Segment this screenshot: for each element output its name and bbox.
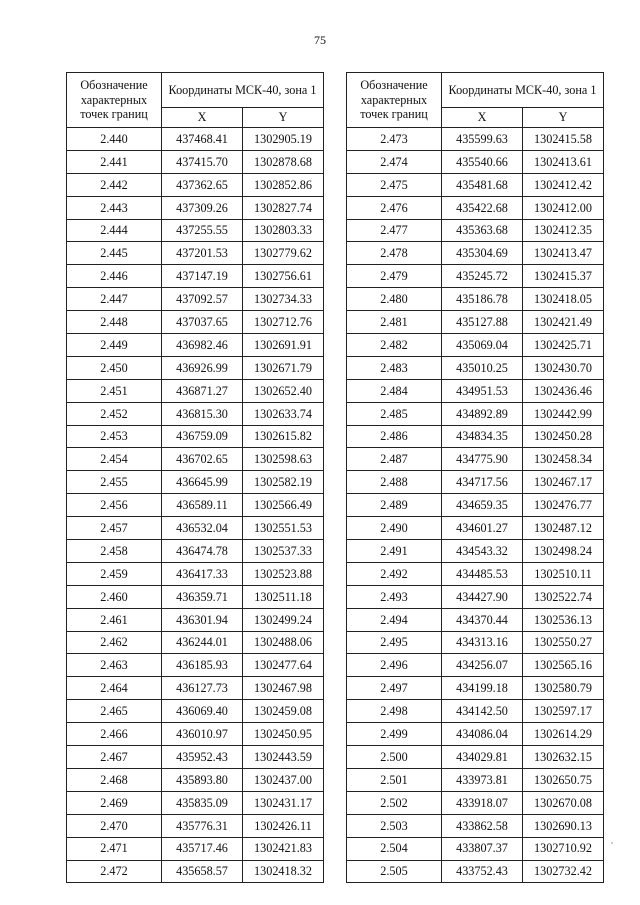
table-row xyxy=(347,288,604,311)
point-id-cell: 2.504 xyxy=(347,837,442,860)
point-id-cell: 2.503 xyxy=(347,814,442,837)
x-coordinate-cell: 436301.94 xyxy=(162,608,243,631)
point-id-cell: 2.442 xyxy=(67,173,162,196)
table-row xyxy=(347,631,604,654)
x-coordinate-cell: 434717.56 xyxy=(442,471,523,494)
table-row xyxy=(67,334,324,357)
x-coordinate-cell: 435835.09 xyxy=(162,791,243,814)
y-coordinate-cell: 1302413.61 xyxy=(523,150,604,173)
x-coordinate-cell: 435481.68 xyxy=(442,173,523,196)
x-coordinate-cell: 436244.01 xyxy=(162,631,243,654)
y-coordinate-cell: 1302418.05 xyxy=(523,288,604,311)
y-coordinate-cell: 1302582.19 xyxy=(243,471,324,494)
y-coordinate-cell: 1302511.18 xyxy=(243,585,324,608)
y-coordinate-cell: 1302431.17 xyxy=(243,791,324,814)
y-coordinate-cell: 1302467.98 xyxy=(243,677,324,700)
point-id-cell: 2.450 xyxy=(67,356,162,379)
point-id-cell: 2.461 xyxy=(67,608,162,631)
x-coordinate-cell: 437468.41 xyxy=(162,128,243,151)
y-coordinate-cell: 1302827.74 xyxy=(243,196,324,219)
x-coordinate-cell: 434659.35 xyxy=(442,494,523,517)
y-coordinate-cell: 1302614.29 xyxy=(523,723,604,746)
y-coordinate-cell: 1302415.37 xyxy=(523,265,604,288)
y-coordinate-cell: 1302421.49 xyxy=(523,311,604,334)
y-column-header: Y xyxy=(523,108,604,128)
y-coordinate-cell: 1302450.28 xyxy=(523,425,604,448)
point-id-cell: 2.487 xyxy=(347,448,442,471)
table-row xyxy=(347,677,604,700)
y-coordinate-cell: 1302450.95 xyxy=(243,723,324,746)
table-row xyxy=(347,219,604,242)
point-id-cell: 2.462 xyxy=(67,631,162,654)
point-id-cell: 2.463 xyxy=(67,654,162,677)
point-id-cell: 2.454 xyxy=(67,448,162,471)
y-coordinate-cell: 1302615.82 xyxy=(243,425,324,448)
table-row xyxy=(347,723,604,746)
x-coordinate-cell: 434370.44 xyxy=(442,608,523,631)
x-coordinate-cell: 436645.99 xyxy=(162,471,243,494)
y-coordinate-cell: 1302436.46 xyxy=(523,379,604,402)
y-coordinate-cell: 1302458.34 xyxy=(523,448,604,471)
x-coordinate-cell: 434199.18 xyxy=(442,677,523,700)
x-coordinate-cell: 434427.90 xyxy=(442,585,523,608)
x-coordinate-cell: 434485.53 xyxy=(442,562,523,585)
table-row xyxy=(67,448,324,471)
point-id-cell: 2.482 xyxy=(347,334,442,357)
x-coordinate-cell: 434601.27 xyxy=(442,517,523,540)
point-id-cell: 2.496 xyxy=(347,654,442,677)
table-row xyxy=(347,242,604,265)
table-row xyxy=(67,631,324,654)
point-id-cell: 2.489 xyxy=(347,494,442,517)
table-row xyxy=(67,288,324,311)
point-id-cell: 2.470 xyxy=(67,814,162,837)
y-coordinate-cell: 1302691.91 xyxy=(243,334,324,357)
coord-system-header: Координаты МСК-40, зона 1 xyxy=(442,73,604,108)
y-coordinate-cell: 1302459.08 xyxy=(243,700,324,723)
y-coordinate-cell: 1302488.06 xyxy=(243,631,324,654)
x-coordinate-cell: 434892.89 xyxy=(442,402,523,425)
table-row xyxy=(347,517,604,540)
y-coordinate-cell: 1302425.71 xyxy=(523,334,604,357)
y-coordinate-cell: 1302710.92 xyxy=(523,837,604,860)
x-coordinate-cell: 436589.11 xyxy=(162,494,243,517)
y-coordinate-cell: 1302499.24 xyxy=(243,608,324,631)
point-id-cell: 2.460 xyxy=(67,585,162,608)
y-coordinate-cell: 1302756.61 xyxy=(243,265,324,288)
point-id-cell: 2.457 xyxy=(67,517,162,540)
x-coordinate-cell: 433973.81 xyxy=(442,768,523,791)
point-id-cell: 2.440 xyxy=(67,128,162,151)
table-row xyxy=(347,494,604,517)
y-coordinate-cell: 1302536.13 xyxy=(523,608,604,631)
x-coordinate-cell: 434086.04 xyxy=(442,723,523,746)
x-coordinate-cell: 433862.58 xyxy=(442,814,523,837)
y-coordinate-cell: 1302712.76 xyxy=(243,311,324,334)
point-id-cell: 2.469 xyxy=(67,791,162,814)
point-id-cell: 2.455 xyxy=(67,471,162,494)
table-row xyxy=(67,128,324,151)
point-id-cell: 2.451 xyxy=(67,379,162,402)
point-id-cell: 2.452 xyxy=(67,402,162,425)
x-coordinate-cell: 437362.65 xyxy=(162,173,243,196)
y-coordinate-cell: 1302498.24 xyxy=(523,540,604,563)
coordinates-table-right xyxy=(346,72,604,883)
table-row xyxy=(347,448,604,471)
y-coordinate-cell: 1302852.86 xyxy=(243,173,324,196)
table-row xyxy=(67,837,324,860)
y-coordinate-cell: 1302652.40 xyxy=(243,379,324,402)
point-id-cell: 2.456 xyxy=(67,494,162,517)
table-row xyxy=(67,723,324,746)
point-id-cell: 2.472 xyxy=(67,860,162,883)
y-coordinate-cell: 1302632.15 xyxy=(523,746,604,769)
table-row xyxy=(347,540,604,563)
y-coordinate-cell: 1302597.17 xyxy=(523,700,604,723)
point-id-cell: 2.475 xyxy=(347,173,442,196)
point-id-cell: 2.494 xyxy=(347,608,442,631)
x-coordinate-cell: 436010.97 xyxy=(162,723,243,746)
table-row xyxy=(67,608,324,631)
point-id-cell: 2.458 xyxy=(67,540,162,563)
y-coordinate-cell: 1302905.19 xyxy=(243,128,324,151)
x-coordinate-cell: 434543.32 xyxy=(442,540,523,563)
table-row xyxy=(347,654,604,677)
coord-system-header: Координаты МСК-40, зона 1 xyxy=(162,73,324,108)
point-id-cell: 2.479 xyxy=(347,265,442,288)
point-id-cell: 2.445 xyxy=(67,242,162,265)
point-id-cell: 2.449 xyxy=(67,334,162,357)
table-row xyxy=(67,402,324,425)
table-row xyxy=(67,585,324,608)
table-row xyxy=(347,402,604,425)
x-column-header: X xyxy=(442,108,523,128)
x-coordinate-cell: 437147.19 xyxy=(162,265,243,288)
point-id-cell: 2.444 xyxy=(67,219,162,242)
table-row xyxy=(347,608,604,631)
table-row xyxy=(67,471,324,494)
point-id-cell: 2.499 xyxy=(347,723,442,746)
point-id-cell: 2.498 xyxy=(347,700,442,723)
point-label-header: Обозначение характерных точек границ xyxy=(347,73,442,128)
table-row xyxy=(347,173,604,196)
table-row xyxy=(347,860,604,883)
point-id-cell: 2.467 xyxy=(67,746,162,769)
x-coordinate-cell: 435069.04 xyxy=(442,334,523,357)
y-coordinate-cell: 1302566.49 xyxy=(243,494,324,517)
point-label-header: Обозначение характерных точек границ xyxy=(67,73,162,128)
x-coordinate-cell: 436359.71 xyxy=(162,585,243,608)
x-coordinate-cell: 433918.07 xyxy=(442,791,523,814)
table-row xyxy=(67,746,324,769)
point-id-cell: 2.492 xyxy=(347,562,442,585)
x-coordinate-cell: 435363.68 xyxy=(442,219,523,242)
point-id-cell: 2.490 xyxy=(347,517,442,540)
x-coordinate-cell: 435304.69 xyxy=(442,242,523,265)
y-coordinate-cell: 1302633.74 xyxy=(243,402,324,425)
table-row xyxy=(347,814,604,837)
table-row xyxy=(67,379,324,402)
point-id-cell: 2.459 xyxy=(67,562,162,585)
table-row xyxy=(67,791,324,814)
table-row xyxy=(67,654,324,677)
y-coordinate-cell: 1302878.68 xyxy=(243,150,324,173)
y-coordinate-cell: 1302476.77 xyxy=(523,494,604,517)
point-id-cell: 2.453 xyxy=(67,425,162,448)
point-id-cell: 2.484 xyxy=(347,379,442,402)
table-row xyxy=(347,128,604,151)
x-coordinate-cell: 435186.78 xyxy=(442,288,523,311)
y-coordinate-cell: 1302467.17 xyxy=(523,471,604,494)
x-coordinate-cell: 436069.40 xyxy=(162,700,243,723)
table-row xyxy=(347,562,604,585)
y-coordinate-cell: 1302487.12 xyxy=(523,517,604,540)
y-coordinate-cell: 1302415.58 xyxy=(523,128,604,151)
x-coordinate-cell: 437415.70 xyxy=(162,150,243,173)
x-coordinate-cell: 435422.68 xyxy=(442,196,523,219)
x-coordinate-cell: 436871.27 xyxy=(162,379,243,402)
table-row xyxy=(67,150,324,173)
table-row xyxy=(347,837,604,860)
y-coordinate-cell: 1302412.42 xyxy=(523,173,604,196)
table-row xyxy=(347,311,604,334)
y-coordinate-cell: 1302671.79 xyxy=(243,356,324,379)
table-row xyxy=(67,768,324,791)
y-coordinate-cell: 1302734.33 xyxy=(243,288,324,311)
table-row xyxy=(67,265,324,288)
table-row xyxy=(67,311,324,334)
y-coordinate-cell: 1302551.53 xyxy=(243,517,324,540)
point-id-cell: 2.501 xyxy=(347,768,442,791)
table-row xyxy=(67,860,324,883)
point-id-cell: 2.443 xyxy=(67,196,162,219)
y-coordinate-cell: 1302732.42 xyxy=(523,860,604,883)
x-coordinate-cell: 436702.65 xyxy=(162,448,243,471)
point-id-cell: 2.464 xyxy=(67,677,162,700)
table-row xyxy=(67,562,324,585)
x-coordinate-cell: 433807.37 xyxy=(442,837,523,860)
table-row xyxy=(347,150,604,173)
point-id-cell: 2.447 xyxy=(67,288,162,311)
table-row xyxy=(347,791,604,814)
x-coordinate-cell: 436982.46 xyxy=(162,334,243,357)
y-coordinate-cell: 1302522.74 xyxy=(523,585,604,608)
point-id-cell: 2.500 xyxy=(347,746,442,769)
x-coordinate-cell: 435893.80 xyxy=(162,768,243,791)
point-id-cell: 2.485 xyxy=(347,402,442,425)
point-id-cell: 2.468 xyxy=(67,768,162,791)
x-coordinate-cell: 436474.78 xyxy=(162,540,243,563)
table-row xyxy=(67,494,324,517)
table-row xyxy=(67,356,324,379)
point-id-cell: 2.502 xyxy=(347,791,442,814)
table-row xyxy=(347,356,604,379)
coordinates-table-left xyxy=(66,72,324,883)
point-id-cell: 2.497 xyxy=(347,677,442,700)
y-coordinate-cell: 1302477.64 xyxy=(243,654,324,677)
x-coordinate-cell: 434142.50 xyxy=(442,700,523,723)
point-id-cell: 2.441 xyxy=(67,150,162,173)
point-id-cell: 2.488 xyxy=(347,471,442,494)
point-id-cell: 2.465 xyxy=(67,700,162,723)
table-row xyxy=(347,746,604,769)
table-row xyxy=(347,265,604,288)
y-coordinate-cell: 1302418.32 xyxy=(243,860,324,883)
y-coordinate-cell: 1302412.00 xyxy=(523,196,604,219)
x-coordinate-cell: 435127.88 xyxy=(442,311,523,334)
table-row xyxy=(347,379,604,402)
point-id-cell: 2.481 xyxy=(347,311,442,334)
x-coordinate-cell: 436417.33 xyxy=(162,562,243,585)
y-coordinate-cell: 1302421.83 xyxy=(243,837,324,860)
point-id-cell: 2.486 xyxy=(347,425,442,448)
y-coordinate-cell: 1302670.08 xyxy=(523,791,604,814)
x-coordinate-cell: 434951.53 xyxy=(442,379,523,402)
x-coordinate-cell: 437201.53 xyxy=(162,242,243,265)
table-body-right xyxy=(347,128,604,883)
table-row xyxy=(67,219,324,242)
x-coordinate-cell: 436926.99 xyxy=(162,356,243,379)
table-row xyxy=(347,471,604,494)
point-id-cell: 2.474 xyxy=(347,150,442,173)
y-coordinate-cell: 1302779.62 xyxy=(243,242,324,265)
x-coordinate-cell: 435776.31 xyxy=(162,814,243,837)
point-id-cell: 2.477 xyxy=(347,219,442,242)
x-coordinate-cell: 435599.63 xyxy=(442,128,523,151)
point-id-cell: 2.478 xyxy=(347,242,442,265)
x-coordinate-cell: 437309.26 xyxy=(162,196,243,219)
table-body-left xyxy=(67,128,324,883)
x-coordinate-cell: 435952.43 xyxy=(162,746,243,769)
y-coordinate-cell: 1302412.35 xyxy=(523,219,604,242)
x-coordinate-cell: 437255.55 xyxy=(162,219,243,242)
point-id-cell: 2.480 xyxy=(347,288,442,311)
point-id-cell: 2.473 xyxy=(347,128,442,151)
table-row xyxy=(347,425,604,448)
x-coordinate-cell: 436185.93 xyxy=(162,654,243,677)
table-row xyxy=(347,700,604,723)
y-coordinate-cell: 1302565.16 xyxy=(523,654,604,677)
x-coordinate-cell: 436759.09 xyxy=(162,425,243,448)
y-column-header: Y xyxy=(243,108,324,128)
y-coordinate-cell: 1302598.63 xyxy=(243,448,324,471)
point-id-cell: 2.448 xyxy=(67,311,162,334)
table-row xyxy=(347,768,604,791)
table-row xyxy=(347,334,604,357)
y-coordinate-cell: 1302510.11 xyxy=(523,562,604,585)
x-coordinate-cell: 435717.46 xyxy=(162,837,243,860)
table-row xyxy=(67,540,324,563)
x-coordinate-cell: 435540.66 xyxy=(442,150,523,173)
x-coordinate-cell: 437037.65 xyxy=(162,311,243,334)
point-id-cell: 2.483 xyxy=(347,356,442,379)
point-id-cell: 2.505 xyxy=(347,860,442,883)
table-row xyxy=(67,196,324,219)
point-id-cell: 2.446 xyxy=(67,265,162,288)
y-coordinate-cell: 1302650.75 xyxy=(523,768,604,791)
table-row xyxy=(67,173,324,196)
table-row xyxy=(67,517,324,540)
y-coordinate-cell: 1302580.79 xyxy=(523,677,604,700)
x-coordinate-cell: 436532.04 xyxy=(162,517,243,540)
y-coordinate-cell: 1302550.27 xyxy=(523,631,604,654)
y-coordinate-cell: 1302437.00 xyxy=(243,768,324,791)
y-coordinate-cell: 1302803.33 xyxy=(243,219,324,242)
x-coordinate-cell: 436127.73 xyxy=(162,677,243,700)
x-coordinate-cell: 433752.43 xyxy=(442,860,523,883)
table-row xyxy=(67,814,324,837)
x-coordinate-cell: 434256.07 xyxy=(442,654,523,677)
y-coordinate-cell: 1302537.33 xyxy=(243,540,324,563)
y-coordinate-cell: 1302426.11 xyxy=(243,814,324,837)
table-row xyxy=(67,677,324,700)
x-coordinate-cell: 434834.35 xyxy=(442,425,523,448)
table-row xyxy=(347,196,604,219)
x-coordinate-cell: 437092.57 xyxy=(162,288,243,311)
scan-speck xyxy=(611,842,613,844)
page-number: 75 xyxy=(314,33,326,47)
x-column-header: X xyxy=(162,108,243,128)
x-coordinate-cell: 435010.25 xyxy=(442,356,523,379)
x-coordinate-cell: 435245.72 xyxy=(442,265,523,288)
table-row xyxy=(67,425,324,448)
y-coordinate-cell: 1302413.47 xyxy=(523,242,604,265)
y-coordinate-cell: 1302430.70 xyxy=(523,356,604,379)
x-coordinate-cell: 434313.16 xyxy=(442,631,523,654)
x-coordinate-cell: 435658.57 xyxy=(162,860,243,883)
y-coordinate-cell: 1302523.88 xyxy=(243,562,324,585)
point-id-cell: 2.493 xyxy=(347,585,442,608)
table-row xyxy=(347,585,604,608)
x-coordinate-cell: 434775.90 xyxy=(442,448,523,471)
point-id-cell: 2.471 xyxy=(67,837,162,860)
point-id-cell: 2.466 xyxy=(67,723,162,746)
table-row xyxy=(67,242,324,265)
point-id-cell: 2.495 xyxy=(347,631,442,654)
y-coordinate-cell: 1302442.99 xyxy=(523,402,604,425)
x-coordinate-cell: 434029.81 xyxy=(442,746,523,769)
table-row xyxy=(67,700,324,723)
y-coordinate-cell: 1302690.13 xyxy=(523,814,604,837)
x-coordinate-cell: 436815.30 xyxy=(162,402,243,425)
point-id-cell: 2.491 xyxy=(347,540,442,563)
y-coordinate-cell: 1302443.59 xyxy=(243,746,324,769)
point-id-cell: 2.476 xyxy=(347,196,442,219)
